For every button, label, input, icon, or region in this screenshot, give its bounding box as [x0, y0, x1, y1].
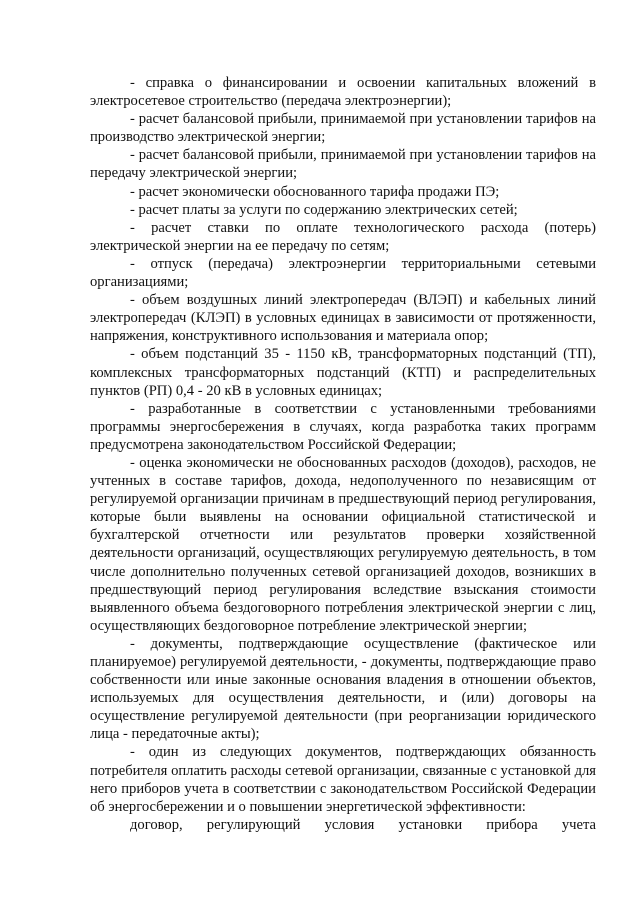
- paragraph: - отпуск (передача) электроэнергии территориальными сетевыми организациями;: [90, 255, 596, 291]
- paragraph: - расчет ставки по оплате технологического расхода (потерь) электрической энергии на ее передачу по сетям;: [90, 219, 596, 254]
- paragraph: - оценка экономически не обоснованных расходов (доходов), расходов, не учтенных в составе тарифов, дохода, недополученного по независящим от регулируемой организации причинам в предшествующий период регулирования, которые были выявлены на основании официальной статистической и бухгалтерской отчетности или результатов проверки хозяйственной деятельности организаций, осуществляющих регулируемую деятельность, в том числе дополнительно полученных сетевой организацией доходов, возникших в предшествующий период регулирования вследствие взыскания стоимости выявленного объема бездоговорного потребления электрической энергии с лиц, осуществляющих бездоговорное потребление электрической энергии;: [90, 454, 596, 634]
- paragraph: - документы, подтверждающие осуществление (фактическое или планируемое) регулируемой деятельности, - документы, подтверждающие право собственности или иные законные основания владения в отношении объектов, используемых для осуществления деятельности, и (или) договоры на осуществление регулируемой деятельности (при реорганизации юридического лица - передаточные акты);: [90, 635, 596, 743]
- document-page: [90, 74, 596, 834]
- paragraph-continued: договор, регулирующий условия установки прибора учета: [130, 816, 596, 833]
- paragraph: - один из следующих документов, подтверждающих обязанность потребителя оплатить расходы сетевой организации, связанные с установкой для него приборов учета в соответствии с законодательством Российской Федерации об энергосбережении и о повышении энергетической эффективности:: [90, 744, 596, 815]
- paragraph: - справка о финансировании и освоении капитальных вложений в электросетевое строительство (передача электроэнергии);: [90, 75, 596, 110]
- paragraph: - объем воздушных линий электропередач (ВЛЭП) и кабельных линий электропередач (КЛЭП) в условных единицах в зависимости от протяженности, напряжения, конструктивного использования и материала опор;: [90, 292, 596, 345]
- paragraph: - расчет платы за услуги по содержанию электрических сетей;: [130, 201, 518, 218]
- paragraph: - расчет экономически обоснованного тарифа продажи ПЭ;: [130, 183, 500, 200]
- paragraph: - объем подстанций 35 - 1150 кВ, трансформаторных подстанций (ТП), комплексных трансформаторных подстанций (КТП) и распределительных пунктов (РП) 0,4 - 20 кВ в условных единицах;: [90, 346, 596, 399]
- paragraph: - разработанные в соответствии с установленными требованиями программы энергосбережения в случаях, когда разработка таких программ предусмотрена законодательством Российской Федерации;: [90, 400, 596, 453]
- paragraph: - расчет балансовой прибыли, принимаемой при установлении тарифов на передачу электрической энергии;: [90, 147, 596, 182]
- paragraph: - расчет балансовой прибыли, принимаемой при установлении тарифов на производство электрической энергии;: [90, 111, 596, 146]
